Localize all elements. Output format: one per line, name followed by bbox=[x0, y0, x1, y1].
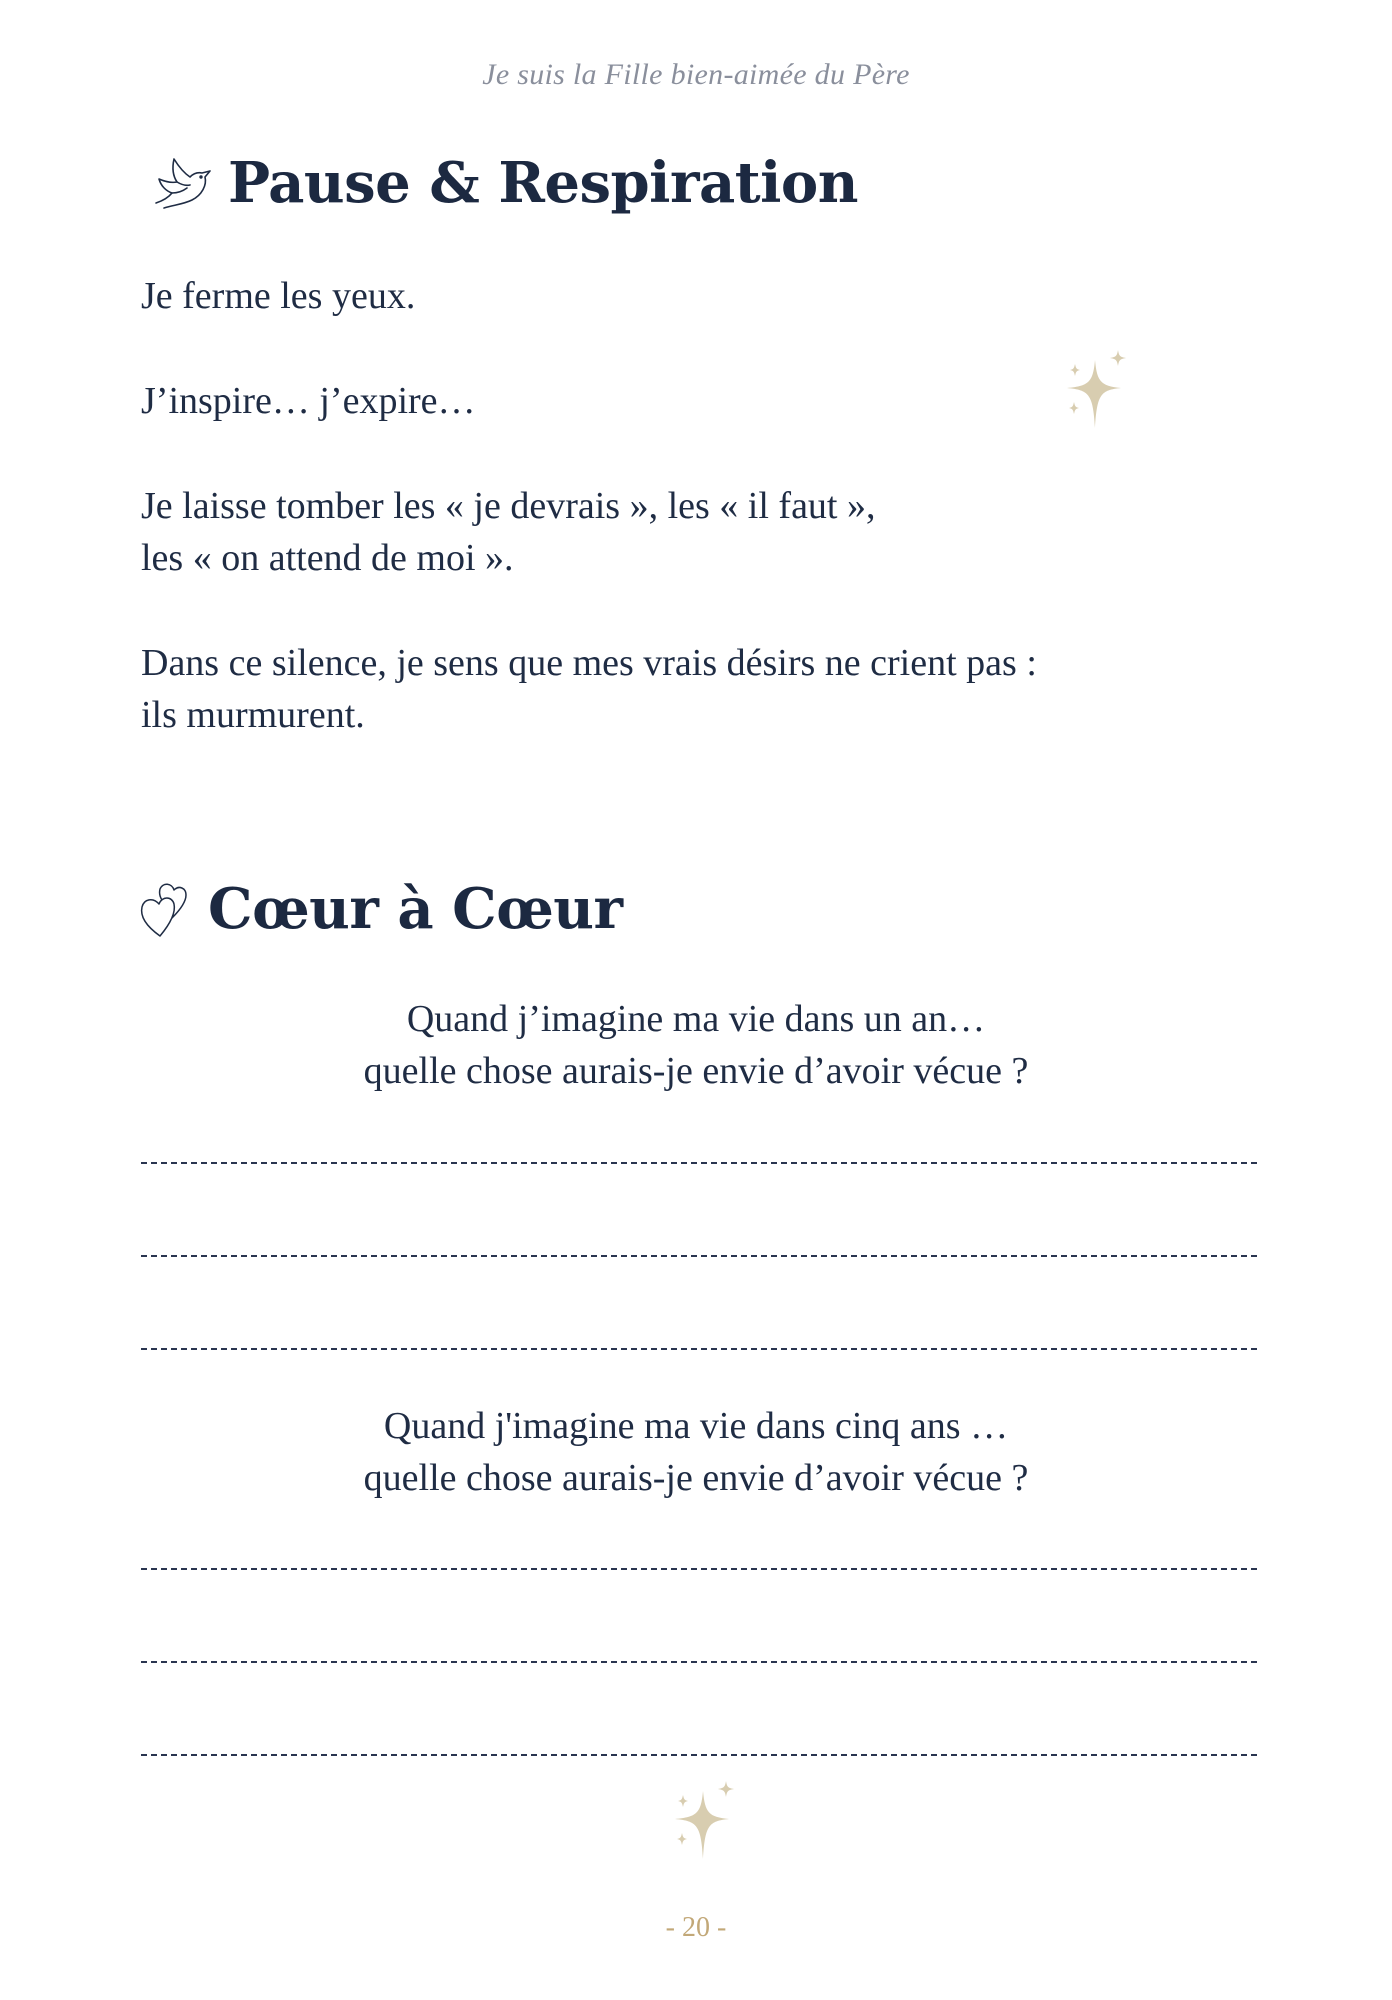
writing-line[interactable] bbox=[141, 1255, 1257, 1257]
text-line: les « on attend de moi ». bbox=[141, 537, 514, 579]
section-title-pause-text: Pause & Respiration bbox=[228, 150, 858, 216]
text-line: Je ferme les yeux. bbox=[141, 275, 416, 317]
writing-line[interactable] bbox=[141, 1661, 1257, 1663]
writing-line[interactable] bbox=[141, 1568, 1257, 1570]
section-title-coeur-text: Cœur à Cœur bbox=[208, 876, 623, 942]
text-line: quelle chose aurais-je envie d’avoir vécue ? bbox=[363, 1457, 1029, 1499]
text-line: Je laisse tomber les « je devrais », les « il faut », bbox=[141, 485, 876, 527]
writing-line[interactable] bbox=[141, 1754, 1257, 1756]
sparkle-icon bbox=[663, 1779, 747, 1868]
section-title-pause bbox=[152, 150, 858, 216]
sparkle-icon bbox=[1055, 348, 1139, 437]
text-line: Dans ce silence, je sens que mes vrais désirs ne crient pas : bbox=[141, 642, 1037, 684]
running-head: Je suis la Fille bien-aimée du Père bbox=[482, 58, 910, 91]
paragraph bbox=[141, 637, 1261, 741]
two-hearts-icon bbox=[138, 878, 200, 940]
text-line: J’inspire… j’expire… bbox=[141, 380, 476, 422]
text-line: quelle chose aurais-je envie d’avoir vécue ? bbox=[363, 1050, 1029, 1092]
text-line: Quand j’imagine ma vie dans un an… bbox=[406, 998, 986, 1040]
text-line: Quand j'imagine ma vie dans cinq ans … bbox=[383, 1405, 1009, 1447]
paragraph bbox=[141, 270, 1261, 322]
text-line: ils murmurent. bbox=[141, 694, 365, 736]
paragraph bbox=[141, 480, 1261, 584]
section-title-coeur bbox=[138, 876, 622, 942]
page-number: - 20 - bbox=[665, 1912, 727, 1943]
writing-line[interactable] bbox=[141, 1348, 1257, 1350]
dove-icon bbox=[152, 155, 214, 211]
reflection-question bbox=[0, 1400, 1392, 1504]
reflection-question bbox=[0, 993, 1392, 1097]
writing-line[interactable] bbox=[141, 1162, 1257, 1164]
